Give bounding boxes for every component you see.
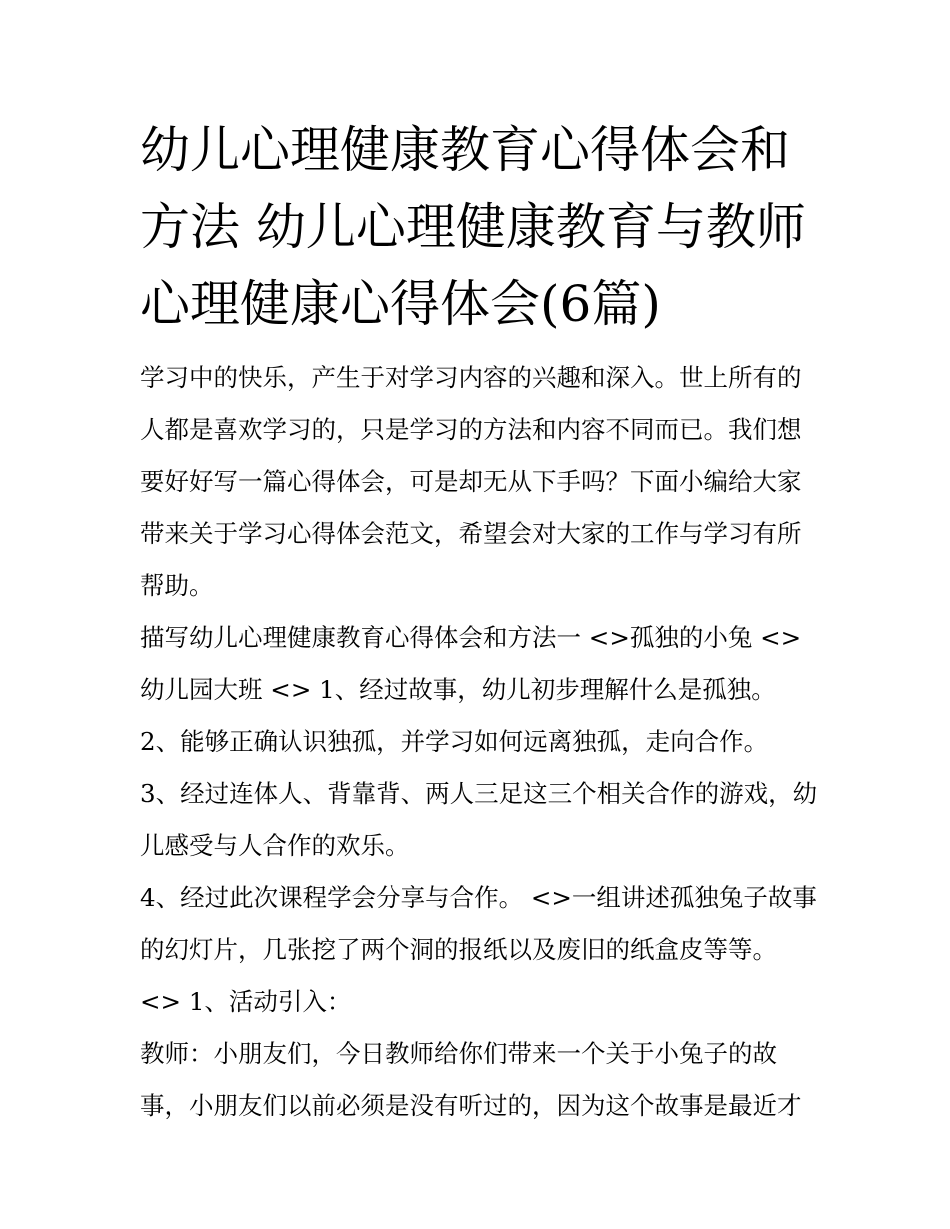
document-body bbox=[140, 352, 820, 1132]
paragraph-teacher: 教师：小朋友们，今日教师给你们带来一个关于小兔子的故事，小朋友们以前必须是没有听过的，因为这个故事是最近才 bbox=[140, 1039, 802, 1120]
paragraph-intro: 学习中的快乐，产生于对学习内容的兴趣和深入。世上所有的人都是喜欢学习的，只是学习的方法和内容不同而已。我们想要好好写一篇心得体会，可是却无从下手吗？下面小编给大家带来关于学习心得体会范文，希望会对大家的工作与学习有所帮助。 bbox=[140, 363, 802, 600]
paragraph-activity-intro: <> 1、活动引入： bbox=[140, 987, 352, 1016]
paragraph-goal-2: 2、能够正确认识独孤，并学习如何远离独孤，走向合作。 bbox=[140, 727, 769, 756]
document-title: 幼儿心理健康教育心得体会和方法 幼儿心理健康教育与教师心理健康心得体会(6篇) bbox=[140, 121, 806, 333]
paragraph-goal-3: 3、经过连体人、背靠背、两人三足这三个相关合作的游戏，幼儿感受与人合作的欢乐。 bbox=[140, 779, 818, 860]
paragraph-goal-4: 4、经过此次课程学会分享与合作。 <>一组讲述孤独兔子故事的幻灯片，几张挖了两个洞的报纸以及废旧的纸盒皮等等。 bbox=[140, 883, 817, 964]
paragraph-method-one: 描写幼儿心理健康教育心得体会和方法一 <>孤独的小兔 <>幼儿园大班 <> 1、经过故事，幼儿初步理解什么是孤独。 bbox=[140, 623, 802, 704]
